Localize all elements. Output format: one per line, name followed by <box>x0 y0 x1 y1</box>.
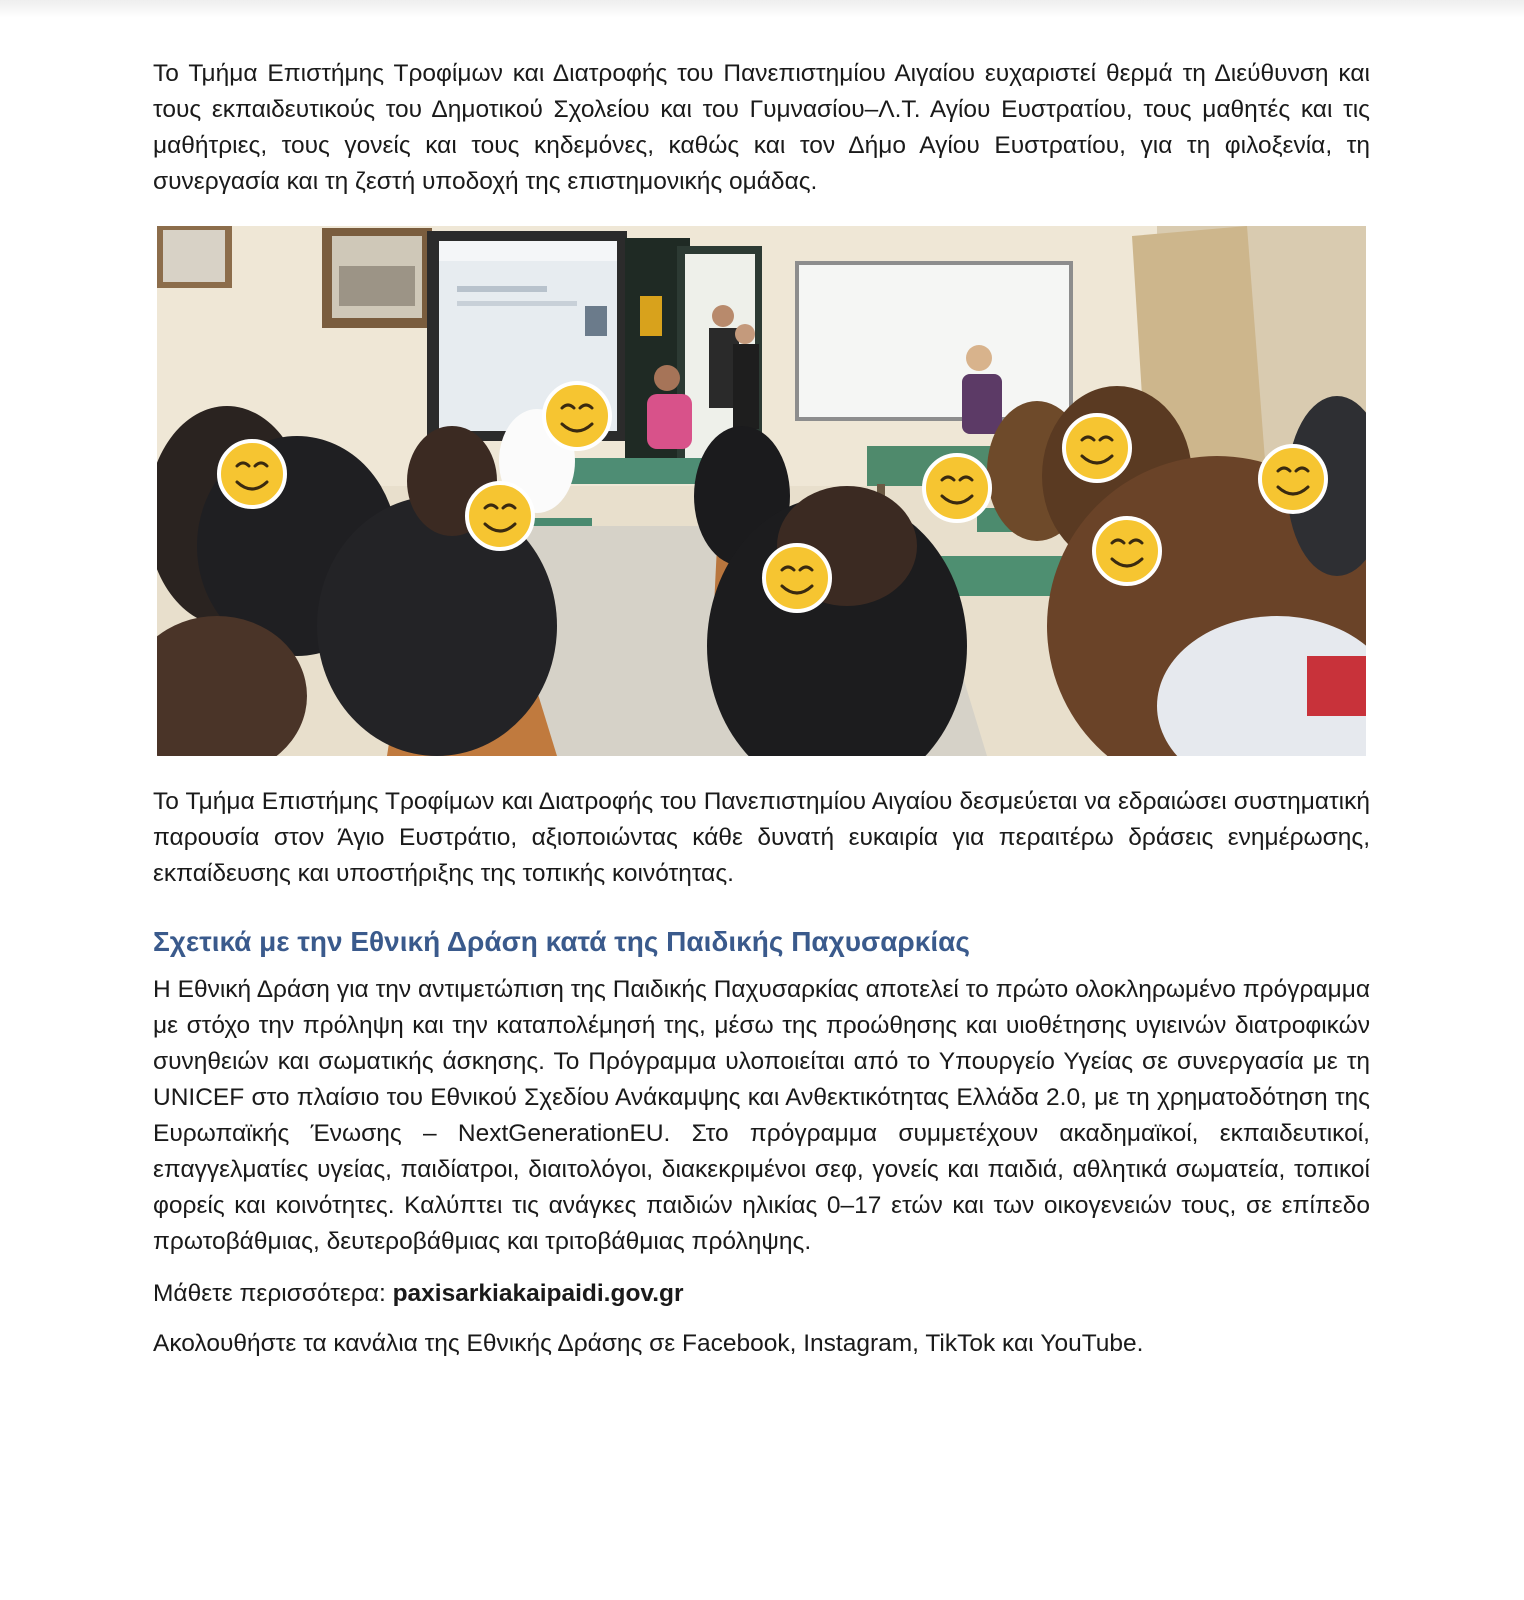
learn-more-link[interactable]: paxisarkiakaipaidi.gov.gr <box>392 1280 684 1307</box>
learn-more-line <box>153 1276 1370 1312</box>
page-top-shadow <box>0 0 1524 18</box>
document-body <box>153 56 1370 1362</box>
thanks-paragraph: Το Τμήμα Επιστήμης Τροφίμων και Διατροφής του Πανεπιστημίου Αιγαίου ευχαριστεί θερμά τη Διεύθυνση και τους εκπαιδευτικούς του Δημοτικού Σχολείου και του Γυμνασίου–Λ.Τ. Αγίου Ευστρατίου, τους μαθητές και τις μαθήτριες, τους γονείς και τους κηδεμόνες, καθώς και τον Δήμο Αγίου Ευστρατίου, για τη φιλοξενία, τη συνεργασία και τη ζεστή υποδοχή της επιστημονικής ομάδας. <box>153 60 1370 195</box>
follow-channels-line: Ακολουθήστε τα κανάλια της Εθνικής Δράσης σε Facebook, Instagram, TikTok και YouTube. <box>153 1330 1144 1357</box>
section-heading: Σχετικά με την Εθνική Δράση κατά της Παιδικής Παχυσαρκίας <box>153 926 970 957</box>
classroom-photo <box>157 226 1366 756</box>
learn-more-label: Μάθετε περισσότερα: <box>153 1280 393 1307</box>
commitment-paragraph: Το Τμήμα Επιστήμης Τροφίμων και Διατροφής του Πανεπιστημίου Αιγαίου δεσμεύεται να εδραιώσει συστηματική παρουσία στον Άγιο Ευστράτιο, αξιοποιώντας κάθε δυνατή ευκαιρία για περαιτέρω δράσεις ενημέρωσης, εκπαίδευσης και υποστήριξης της τοπικής κοινότητας. <box>153 788 1370 887</box>
program-description-paragraph: Η Εθνική Δράση για την αντιμετώπιση της Παιδικής Παχυσαρκίας αποτελεί το πρώτο ολοκληρωμένο πρόγραμμα με στόχο την πρόληψη και την καταπολέμησή της, μέσω της προώθησης και υιοθέτησης υγιεινών διατροφικών συνηθειών και σωματικής άσκησης. Το Πρόγραμμα υλοποιείται από το Υπουργείο Υγείας σε συνεργασία με τη UNICEF στο πλαίσιο του Εθνικού Σχεδίου Ανάκαμψης και Ανθεκτικότητας Ελλάδα 2.0, με τη χρηματοδότηση της Ευρωπαϊκής Ένωσης – NextGenerationEU. Στο πρόγραμμα συμμετέχουν ακαδημαϊκοί, εκπαιδευτικοί, επαγγελματίες υγείας, παιδίατροι, διαιτολόγοι, διακεκριμένοι σεφ, γονείς και παιδιά, αθλητικά σωματεία, τοπικοί φορείς και κοινότητες. Καλύπτει τις ανάγκες παιδιών ηλικίας 0–17 ετών και των οικογενειών τους, σε επίπεδο πρωτοβάθμιας, δευτεροβάθμιας και τριτοβάθμιας πρόληψης. <box>153 976 1370 1255</box>
classroom-photo-icon <box>157 226 1366 756</box>
